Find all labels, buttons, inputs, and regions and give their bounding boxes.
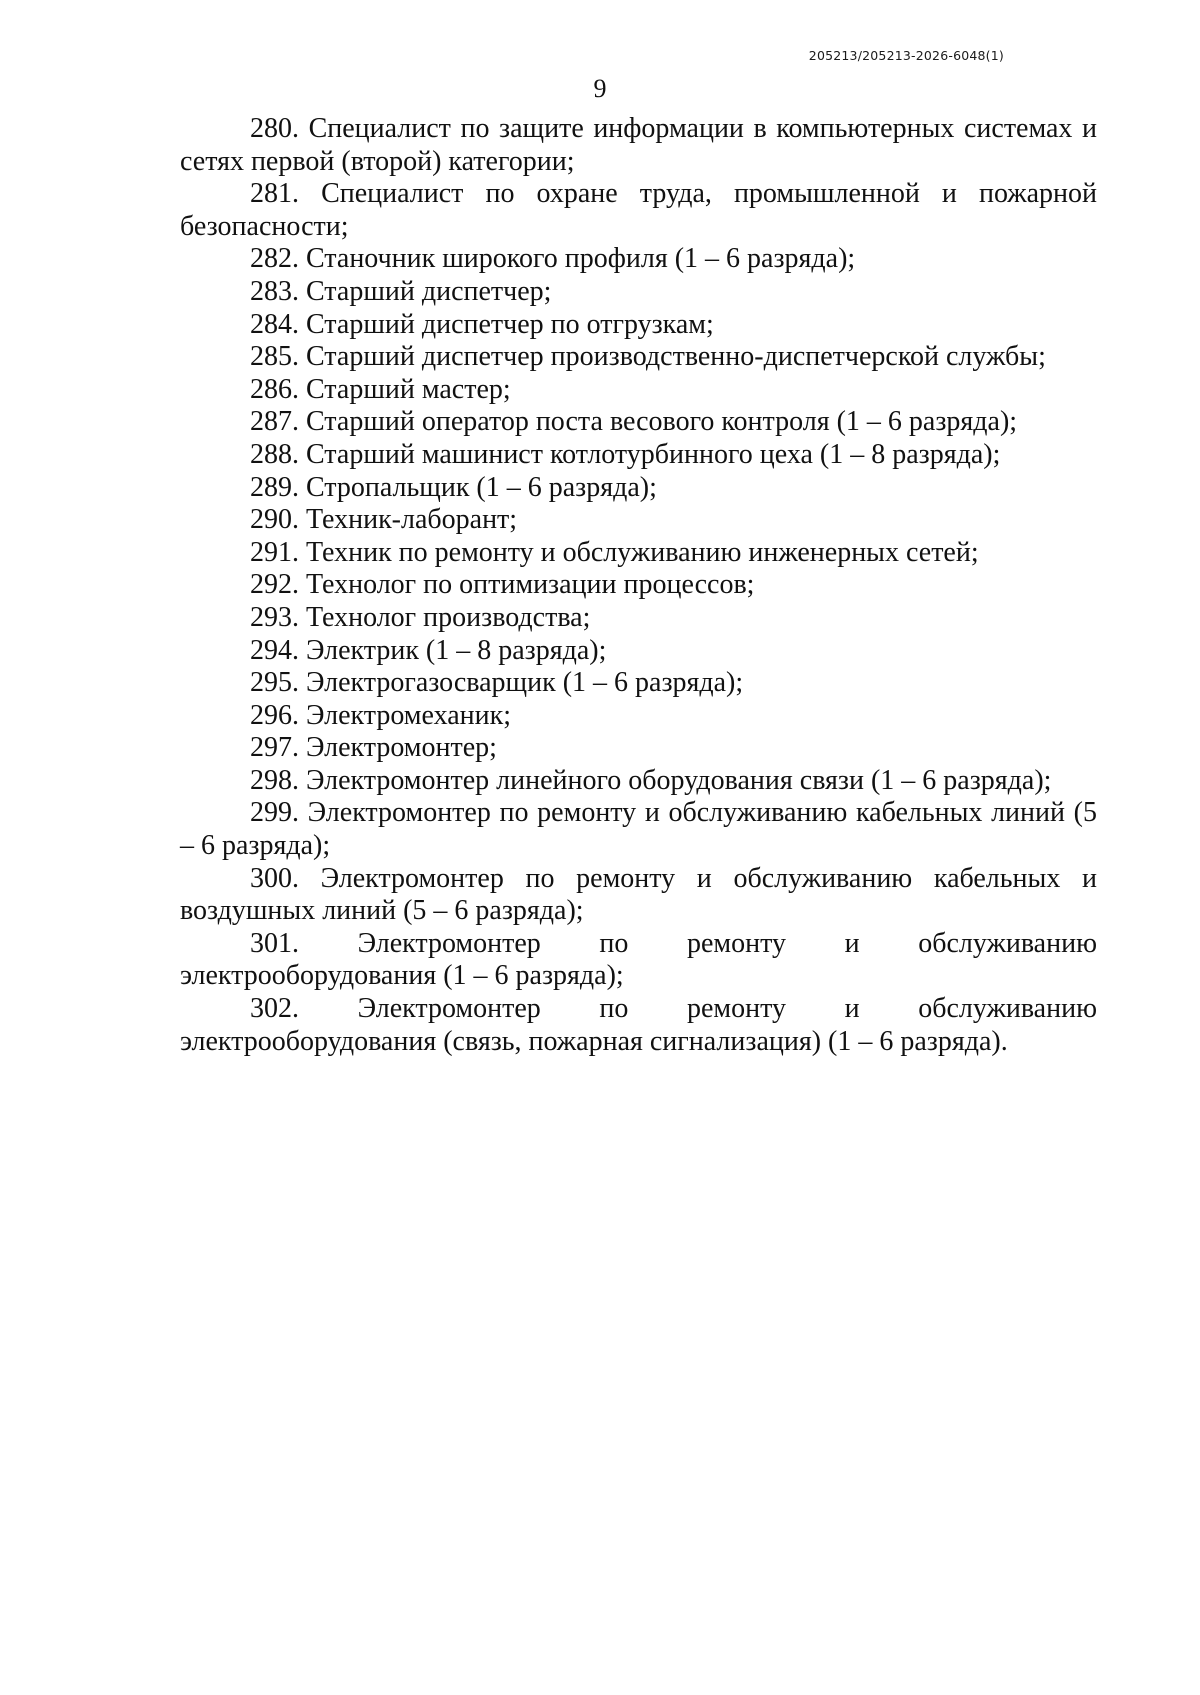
list-item: 294. Электрик (1 – 8 разряда); [250,634,607,666]
list-item: 293. Технолог производства; [250,601,591,633]
list-item: 299. Электромонтер по ремонту и обслуживанию кабельных линий (5 – 6 разряда); [180,797,1097,862]
list-item: 292. Технолог по оптимизации процессов; [250,569,755,601]
list-item: 284. Старший диспетчер по отгрузкам; [250,308,714,340]
list-item: 290. Техник-лаборант; [250,504,518,536]
numbered-list [180,113,1097,1058]
list-item: 296. Электромеханик; [250,699,511,731]
document-id: 205213/205213-2026-6048(1) [808,48,1004,63]
list-item: 285. Старший диспетчер производственно-диспетчерской службы; [250,341,1046,373]
list-item: 280. Специалист по защите информации в компьютерных системах и сетях первой (второй) категории; [180,113,1097,177]
list-item: 297. Электромонтер; [250,732,497,764]
list-item: 282. Станочник широкого профиля (1 – 6 разряда); [250,243,856,275]
list-item: 295. Электрогазосварщик (1 – 6 разряда); [250,667,744,699]
list-item: 302. Электромонтер по ремонту и обслуживанию электрооборудования (связь, пожарная сигнализация) (1 – 6 разряда). [180,993,1097,1057]
list-item: 289. Стропальщик (1 – 6 разряда); [250,471,657,503]
list-item: 291. Техник по ремонту и обслуживанию инженерных сетей; [250,536,979,568]
list-item: 301. Электромонтер по ремонту и обслуживанию электрооборудования (1 – 6 разряда); [180,927,1097,992]
list-item: 300. Электромонтер по ремонту и обслуживанию кабельных и воздушных линий (5 – 6 разряда); [180,862,1097,927]
list-item: 286. Старший мастер; [250,373,511,405]
list-item: 288. Старший машинист котлотурбинного цеха (1 – 8 разряда); [250,438,1001,470]
list-item: 281. Специалист по охране труда, промышленной и пожарной безопасности; [180,178,1097,242]
list-item: 298. Электромонтер линейного оборудования связи (1 – 6 разряда); [250,764,1052,796]
page-number: 9 [593,74,607,103]
list-item: 283. Старший диспетчер; [250,275,552,307]
list-item: 287. Старший оператор поста весового контроля (1 – 6 разряда); [250,406,1018,438]
